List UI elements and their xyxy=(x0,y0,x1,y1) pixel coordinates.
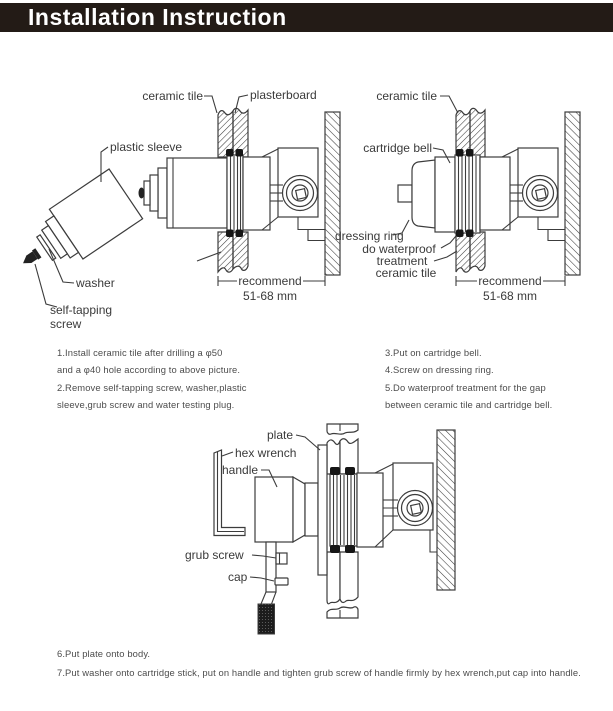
cartridge-stick-tip xyxy=(139,188,145,199)
instructions-step3-5 xyxy=(385,344,552,414)
lever-grip xyxy=(258,604,275,634)
instruction-line: 6.Put plate onto body. xyxy=(57,648,151,659)
self-tapping-screw-label: self-tapping xyxy=(50,303,113,317)
self-tapping-screw-label-line2: screw xyxy=(50,317,82,331)
diagram-step6-7 xyxy=(0,420,613,640)
range-label: 51-68 mm xyxy=(242,289,298,303)
ceramic-tile-lower-label: ceramic tile xyxy=(375,266,437,280)
valve-body-with-cartridge-bell xyxy=(398,148,565,241)
self-tapping-screw-shape xyxy=(20,248,41,267)
ceramic-tile-label: ceramic tile xyxy=(376,89,437,103)
handle-shape xyxy=(255,477,293,542)
diagram-top xyxy=(0,85,613,335)
instruction-line: between ceramic tile and cartridge bell. xyxy=(385,399,553,411)
back-wall xyxy=(437,430,455,590)
instruction-line: 7.Put washer onto cartridge stick, put on handle and tighten grub screw of handle firmly by hex wrench,put cap into handle. xyxy=(57,667,581,678)
waterproof-label-line2: treatment xyxy=(376,254,428,268)
instruction-line: 4.Screw on dressing ring. xyxy=(385,364,494,376)
cap-label: cap xyxy=(228,570,248,584)
handle-label: handle xyxy=(222,463,259,477)
dimension-recommend xyxy=(456,274,565,303)
range-label: 51-68 mm xyxy=(482,289,538,303)
dimension-recommend xyxy=(218,274,325,303)
recommend-label: recommend xyxy=(478,274,542,288)
ceramic-tile-label: ceramic tile xyxy=(142,89,203,103)
instruction-line: 1.Install ceramic tile after drilling a φ50 xyxy=(57,347,223,358)
valve-body xyxy=(139,148,326,241)
grub-screw-shape xyxy=(276,553,287,564)
back-wall xyxy=(325,112,340,275)
recommend-label: recommend xyxy=(238,274,302,288)
grub-screw-label: grub screw xyxy=(185,548,244,562)
instruction-line: sleeve,grub screw and water testing plug. xyxy=(57,399,235,411)
plate-label: plate xyxy=(267,428,294,442)
plastic-sleeve-label: plastic sleeve xyxy=(110,140,183,154)
cap-shape xyxy=(275,578,288,585)
instructions-step6-7 xyxy=(57,644,581,682)
instructions-step1-2 xyxy=(57,344,247,414)
plate-shape xyxy=(318,445,327,575)
plasterboard-label: plasterboard xyxy=(250,88,317,102)
diagram-step3-5 xyxy=(335,89,580,303)
cartridge-bell-label: cartridge bell xyxy=(363,141,432,155)
handle-assembly xyxy=(255,477,318,634)
back-wall xyxy=(565,112,580,275)
cartridge-bell-shape xyxy=(412,160,435,228)
instruction-line: 3.Put on cartridge bell. xyxy=(385,347,482,358)
dressing-ring-label: dressing ring xyxy=(335,229,404,243)
washer-label: washer xyxy=(76,276,115,290)
plastic-sleeve-assembly xyxy=(6,169,142,288)
instruction-line: 5.Do waterproof treatment for the gap xyxy=(385,381,546,393)
instruction-line: and a φ40 hole according to above picture. xyxy=(57,364,241,376)
header-bar xyxy=(0,3,613,32)
instruction-line: 2.Remove self-tapping screw, washer,plastic xyxy=(57,381,247,393)
hex-wrench-label: hex wrench xyxy=(235,446,297,460)
cartridge-stick xyxy=(398,185,412,202)
page-title: Installation Instruction xyxy=(28,4,287,30)
waterproof-label: do waterproof xyxy=(362,242,436,256)
diagram-step1-2 xyxy=(6,88,340,331)
